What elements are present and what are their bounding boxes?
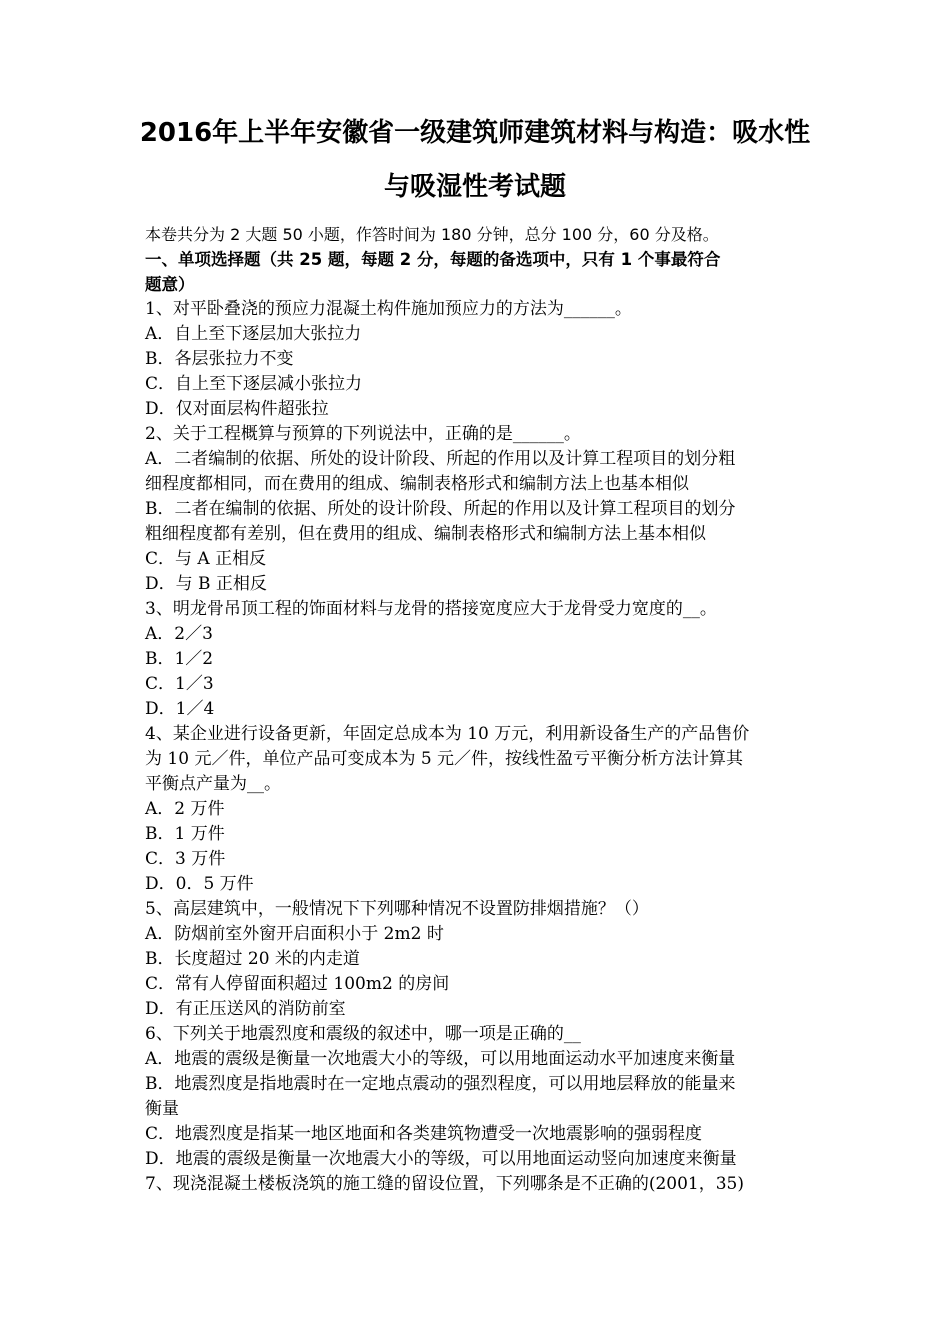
document-title-line-2: 与吸湿性考试题 [383,172,566,202]
text-line: 衡量 [145,1099,179,1119]
document-title-line-1: 2016年上半年安徽省一级建筑师建筑材料与构造：吸水性 [139,118,811,148]
text-line: 为 10 元／件，单位产品可变成本为 5 元／件，按线性盈亏平衡分析方法计算其 [145,749,744,769]
text-line: 1、对平卧叠浇的预应力混凝土构件施加预应力的方法为______。 [145,299,632,319]
text-line: 粗细程度都有差别，但在费用的组成、编制表格形式和编制方法上基本相似 [145,524,706,544]
text-line: C．3 万件 [145,849,226,869]
text-line: C．自上至下逐层减小张拉力 [145,374,363,394]
text-line: 4、某企业进行设备更新，年固定总成本为 10 万元，利用新设备生产的产品售价 [145,724,750,744]
text-line: B．二者在编制的依据、所处的设计阶段、所起的作用以及计算工程项目的划分 [145,499,736,519]
text-line: 7、现浇混凝土楼板浇筑的施工缝的留设位置，下列哪条是不正确的(2001，35) [145,1174,744,1194]
text-line: A．地震的震级是衡量一次地震大小的等级，可以用地面运动水平加速度来衡量 [145,1049,736,1069]
text-line: D．有正压送风的消防前室 [145,999,346,1019]
text-line: A．自上至下逐层加大张拉力 [145,324,362,344]
text-line: 平衡点产量为__。 [145,774,281,794]
text-line: D．与 B 正相反 [145,574,267,594]
section-heading-line-1: 一、单项选择题（共 25 题，每题 2 分，每题的备选项中，只有 1 个事最符合 [145,250,721,269]
text-line: C．与 A 正相反 [145,549,267,569]
text-line: B．各层张拉力不变 [145,349,294,369]
section-heading-line-2: 题意） [145,275,195,294]
text-line: D．0．5 万件 [145,874,254,894]
text-line: B．地震烈度是指地震时在一定地点震动的强烈程度，可以用地层释放的能量来 [145,1074,736,1094]
text-line: A．防烟前室外窗开启面积小于 2m2 时 [145,924,444,944]
text-line: A．二者编制的依据、所处的设计阶段、所起的作用以及计算工程项目的划分粗 [145,449,736,469]
text-line: A．2 万件 [145,799,225,819]
text-line: D．仅对面层构件超张拉 [145,399,329,419]
text-line: D．1／4 [145,699,215,719]
text-line: A．2／3 [145,624,213,644]
text-line: C．常有人停留面积超过 100m2 的房间 [145,974,450,994]
text-line: D．地震的震级是衡量一次地震大小的等级，可以用地面运动竖向加速度来衡量 [145,1149,737,1169]
text-line: B．1／2 [145,649,214,669]
text-line: B．长度超过 20 米的内走道 [145,949,360,969]
text-line: 2、关于工程概算与预算的下列说法中，正确的是______。 [145,424,581,444]
text-line: 3、明龙骨吊顶工程的饰面材料与龙骨的搭接宽度应大于龙骨受力宽度的__。 [145,599,717,619]
text-line: C．1／3 [145,674,214,694]
document-body [145,222,815,1197]
exam-intro: 本卷共分为 2 大题 50 小题，作答时间为 180 分钟，总分 100 分，60 分及格。 [145,225,719,244]
text-line: 细程度都相同，而在费用的组成、编制表格形式和编制方法上也基本相似 [145,474,689,494]
text-line: B．1 万件 [145,824,225,844]
text-line: 6、下列关于地震烈度和震级的叙述中，哪一项是正确的__ [145,1024,581,1044]
text-line: 5、高层建筑中，一般情况下下列哪种情况不设置防排烟措施？（） [145,899,649,919]
text-line: C．地震烈度是指某一地区地面和各类建筑物遭受一次地震影响的强弱程度 [145,1124,703,1144]
